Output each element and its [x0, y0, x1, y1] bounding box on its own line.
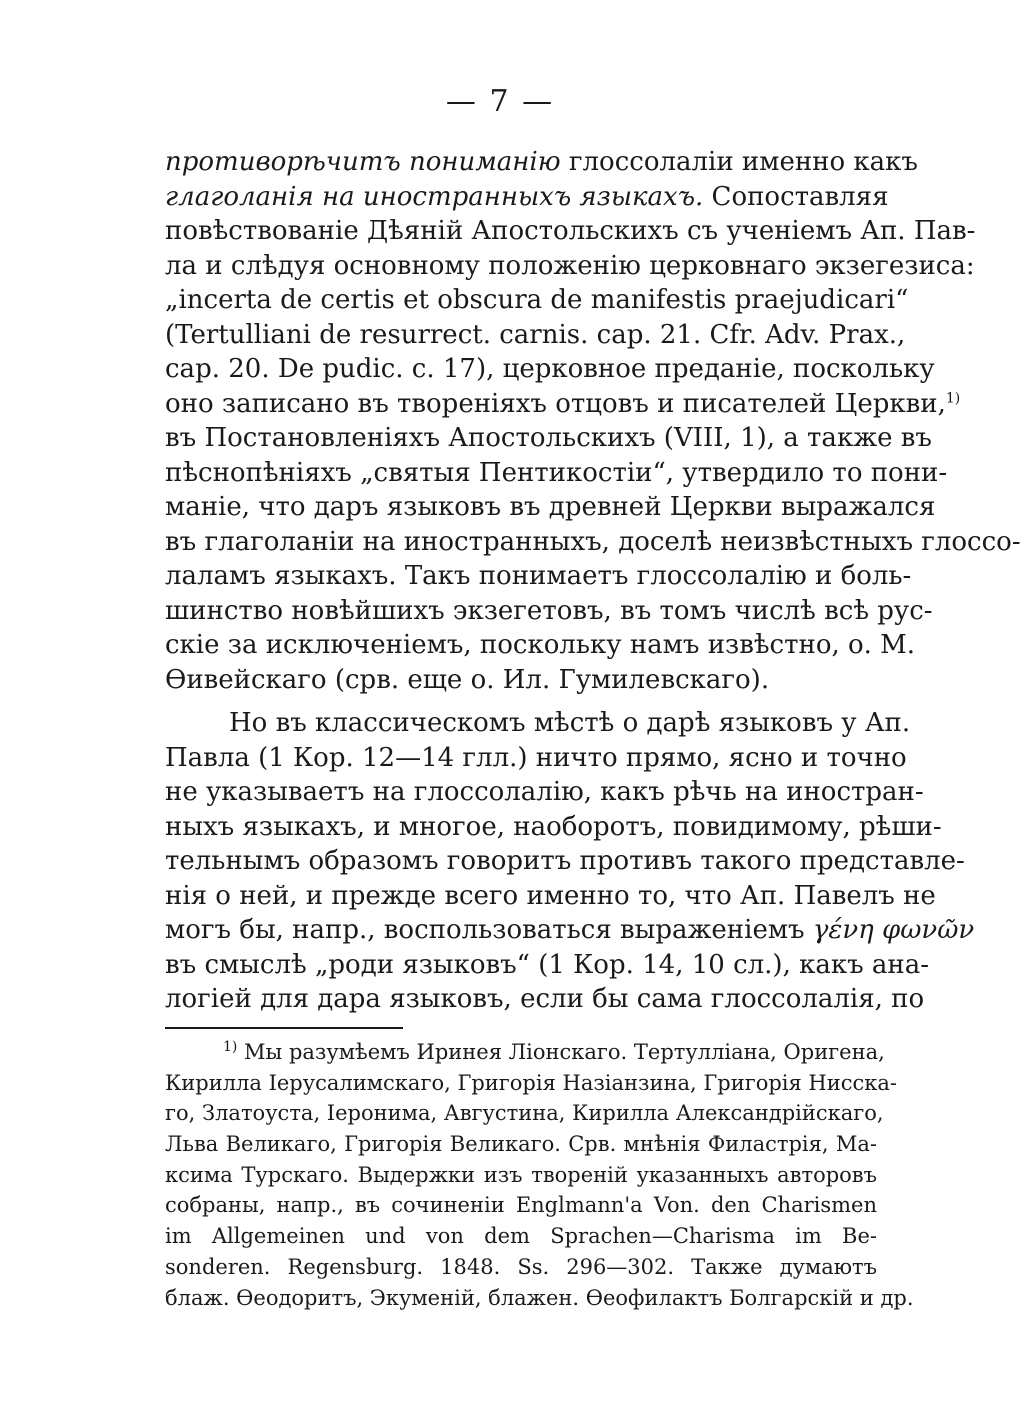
text-line: Но въ классическомъ мѣстѣ о дарѣ языковъ у Ап. — [229, 708, 911, 738]
text-line: скіе за исключеніемъ, поскольку намъ извѣстно, о. М. — [165, 630, 916, 660]
paragraph-2 — [165, 706, 975, 1017]
text-line: могъ бы, напр., воспользоваться выраженіемъ γένη φωνῶν — [165, 915, 975, 945]
text-line: нія о ней, и прежде всего именно то, что Ап. Павелъ не — [165, 880, 936, 911]
text-line: не указываетъ на глоссолалію, какъ рѣчь на иностран- — [165, 777, 924, 807]
footnote — [165, 1037, 914, 1313]
text-line: лаламъ языкахъ. Такъ понимаетъ глоссолалію и боль- — [165, 561, 912, 591]
text-line: логіей для дара языковъ, если бы сама глоссолалія, по — [165, 984, 925, 1014]
text-line: повѣствованіе Дѣяній Апостольскихъ съ ученіемъ Ап. Пав- — [165, 216, 976, 246]
text-line: въ Постановленіяхъ Апостольскихъ (VIII, 1), а также въ — [165, 423, 932, 453]
page-number: — 7 — — [445, 84, 555, 119]
greek-phrase: γένη φωνῶν — [812, 915, 975, 945]
text-line: въ глаголаніи на иностранныхъ, доселѣ неизвѣстныхъ глоссо- — [165, 526, 1021, 557]
text-line: (Tertulliani de resurrect. carnis. cap. 21. Cfr. Adv. Prax., — [165, 319, 906, 350]
footnote-line: Льва Великаго, Григорія Великаго. Срв. мнѣнія Филастрія, Ма- — [165, 1132, 877, 1157]
text-line: пѣснопѣніяхъ „святыя Пентикостіи“, утвердило то пони- — [165, 457, 948, 488]
text-line: Ѳивейскаго (срв. еще о. Ил. Гумилевскаго). — [165, 664, 770, 695]
text-line: тельнымъ образомъ говоритъ противъ такого представле- — [165, 846, 965, 876]
footnote-line: собраны, напр., въ сочиненіи Englmann'a Von. den Charismen — [165, 1193, 877, 1218]
text-line: глаголанія на иностранныхъ языкахъ. Сопоставляя — [165, 181, 889, 212]
footnote-line: ксима Турскаго. Выдержки изъ твореній указанныхъ авторовъ — [165, 1162, 877, 1187]
text-line: шинство новѣйшихъ экзегетовъ, въ томъ числѣ всѣ рус- — [165, 595, 933, 626]
footnote-ref: 1) — [945, 389, 961, 406]
footnote-line: Кирилла Іерусалимскаго, Григорія Назіанзина, Григорія Нисска- — [165, 1070, 897, 1095]
footnote-marker: 1) — [223, 1039, 238, 1055]
text-line: противорѣчитъ пониманію глоссолаліи именно какъ — [165, 147, 918, 177]
footnote-line: блаж. Ѳеодоритъ, Экуменій, блажен. Ѳеофилактъ Болгарскій и др. — [165, 1285, 914, 1310]
text-line: ныхъ языкахъ, и многое, наоборотъ, повидимому, рѣши- — [165, 811, 942, 842]
text-line: оно записано въ твореніяхъ отцовъ и писателей Церкви,$^{1)}$ — [165, 388, 961, 419]
footnote-divider — [165, 1027, 403, 1029]
paragraph-1 — [165, 145, 1021, 697]
text-line: въ смыслѣ „роди языковъ“ (1 Кор. 14, 10 сл.), какъ ана- — [165, 949, 930, 980]
footnote-line: $^{1)}$ Мы разумѣемъ Иринея Ліонскаго. Тертулліана, Оригена, — [223, 1039, 885, 1064]
text-line: Павла (1 Кор. 12—14 глл.) ничто прямо, ясно и точно — [165, 742, 907, 773]
footnote-line: im Allgemeinen und von dem Sprachen—Charisma im Be- — [165, 1224, 877, 1249]
footnote-line: sonderen. Regensburg. 1848. Ss. 296—302. Также думаютъ — [165, 1254, 877, 1279]
text-line: „incerta de certis et obscura de manifestis praejudicari“ — [165, 285, 909, 315]
text-line: cap. 20. De pudic. c. 17), церковное преданіе, поскольку — [165, 354, 935, 384]
footnote-line: го, Златоуста, Іеронима, Августина, Кирилла Александрійскаго, — [165, 1101, 884, 1126]
text-line: маніе, что даръ языковъ въ древней Церкви выражался — [165, 492, 936, 522]
text-line: ла и слѣдуя основному положенію церковнаго экзегезиса: — [165, 250, 975, 281]
